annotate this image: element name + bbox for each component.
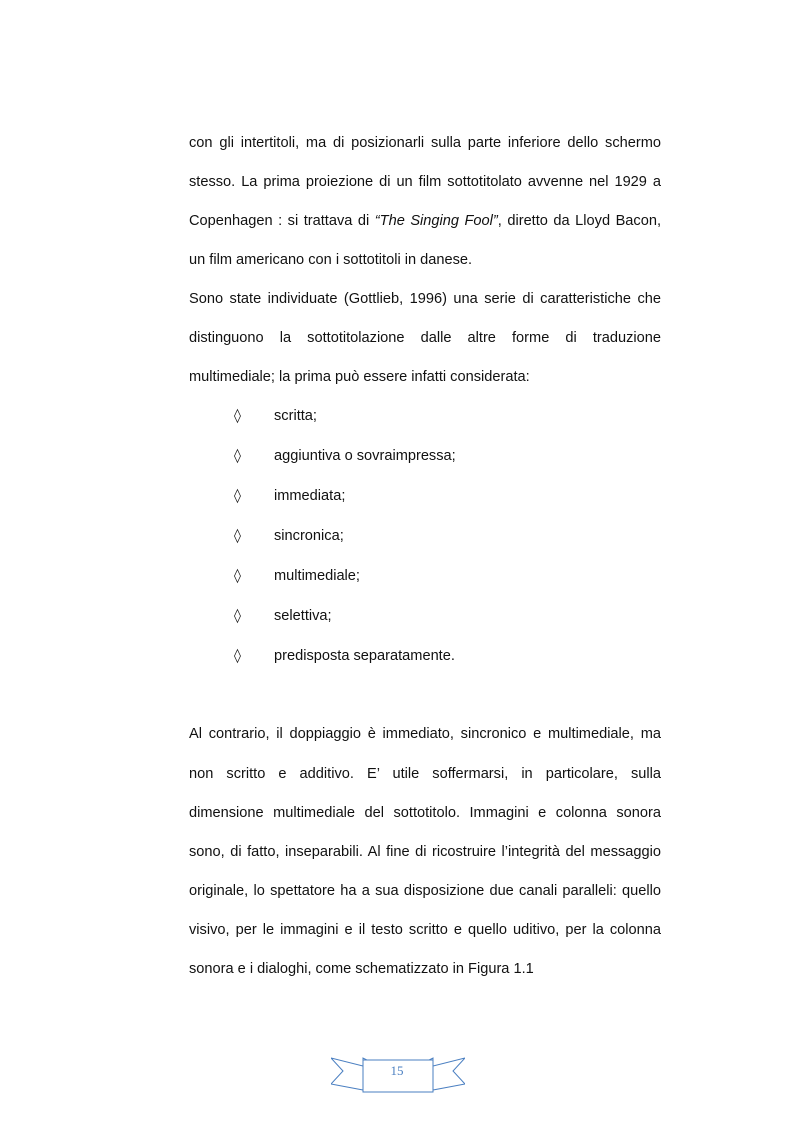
list-item: [0, 526, 794, 548]
paragraph-1-line-3-end: , diretto da Lloyd Bacon,: [497, 213, 662, 229]
paragraph-1-line-3: [189, 211, 661, 231]
diamond-bullet-icon: ◊: [234, 608, 241, 624]
paragraph-3-line-6: visivo, per le immagini e il testo scritto e quello uditivo, per la colonna: [189, 922, 661, 938]
list-item-text: sincronica;: [274, 528, 344, 544]
diamond-bullet-icon: ◊: [234, 448, 241, 464]
list-item: [0, 646, 794, 668]
diamond-bullet-icon: ◊: [234, 528, 241, 544]
diamond-bullet-icon: ◊: [234, 488, 241, 504]
film-title: “The Singing Fool”: [374, 213, 498, 229]
paragraph-1-line-4: un film americano con i sottotitoli in danese.: [189, 252, 473, 268]
paragraph-3-line-5: originale, lo spettatore ha a sua disposizione due canali paralleli: quello: [189, 883, 661, 899]
list-item-text: multimediale;: [274, 568, 360, 584]
list-item-text: scritta;: [274, 408, 317, 424]
list-item: [0, 566, 794, 588]
list-item: [0, 446, 794, 468]
list-item: [0, 606, 794, 628]
paragraph-2-line-2: distinguono la sottotitolazione dalle altre forme di traduzione: [189, 330, 661, 346]
page-footer: [331, 1054, 465, 1094]
paragraph-3-line-4: sono, di fatto, inseparabili. Al fine di ricostruire l’integrità del messaggio: [189, 844, 661, 860]
list-item: [0, 486, 794, 508]
page-number: 15: [390, 1063, 404, 1078]
paragraph-3-line-1: Al contrario, il doppiaggio è immediato, sincronico e multimediale, ma: [189, 726, 661, 742]
paragraph-1-line-2: stesso. La prima proiezione di un film sottotitolato avvenne nel 1929 a: [189, 174, 661, 190]
list-item-text: selettiva;: [274, 608, 332, 624]
list-item: [0, 406, 794, 428]
paragraph-1-line-3-start: Copenhagen : si trattava di: [189, 213, 375, 229]
paragraph-3-line-3: dimensione multimediale del sottotitolo. Immagini e colonna sonora: [189, 805, 661, 821]
diamond-bullet-icon: ◊: [234, 408, 241, 424]
list-item-text: aggiuntiva o sovraimpressa;: [274, 448, 456, 464]
paragraph-2-line-3: multimediale; la prima può essere infatti considerata:: [189, 369, 530, 385]
paragraph-2-line-1: Sono state individuate (Gottlieb, 1996) una serie di caratteristiche che: [189, 291, 661, 307]
list-item-text: predisposta separatamente.: [274, 648, 455, 664]
diamond-bullet-icon: ◊: [234, 568, 241, 584]
paragraph-3-line-7: sonora e i dialoghi, come schematizzato in Figura 1.1: [189, 961, 534, 977]
diamond-bullet-icon: ◊: [234, 648, 241, 664]
list-item-text: immediata;: [274, 488, 346, 504]
paragraph-1-line-1: con gli intertitoli, ma di posizionarli sulla parte inferiore dello schermo: [189, 135, 661, 151]
paragraph-3-line-2: non scritto e additivo. E’ utile soffermarsi, in particolare, sulla: [189, 766, 661, 782]
